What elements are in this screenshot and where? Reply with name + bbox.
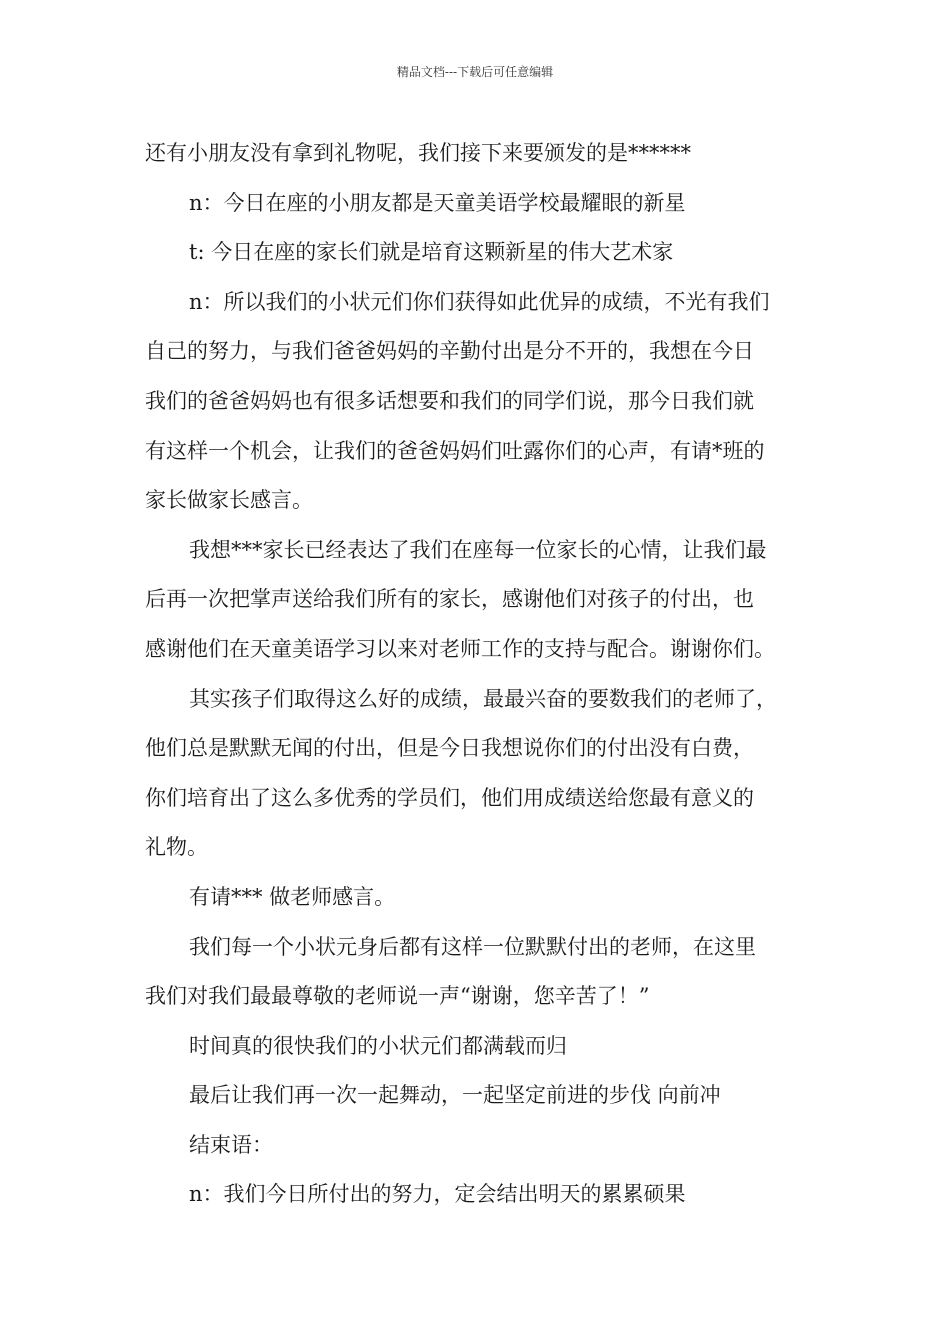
paragraph-line: 自己的努力，与我们爸爸妈妈的辛勤付出是分不开的，我想在今日 (145, 339, 754, 364)
paragraph-line: 有请*** 做老师感言。 (189, 884, 396, 909)
paragraph-line: 我们每一个小状元身后都有这样一位默默付出的老师，在这里 (189, 934, 756, 959)
paragraph-line: 结束语： (189, 1132, 273, 1157)
paragraph-line: t: 今日在座的家长们就是培育这颗新星的伟大艺术家 (189, 240, 674, 265)
paragraph-line: 我们的爸爸妈妈也有很多话想要和我们的同学们说，那今日我们就 (145, 388, 754, 413)
paragraph-line: 他们总是默默无闻的付出，但是今日我想说你们的付出没有白费， (145, 736, 754, 761)
paragraph-line: 最后让我们再一次一起舞动，一起坚定前进的步伐 向前冲 (189, 1083, 721, 1108)
paragraph-line: 礼物。 (145, 835, 208, 860)
page-header: 精品文档---下载后可任意编辑 (396, 65, 554, 79)
paragraph-line: 我想***家长已经表达了我们在座每一位家长的心情，让我们最 (189, 537, 767, 562)
paragraph-line: 有这样一个机会，让我们的爸爸妈妈们吐露你们的心声，有请*班的 (145, 438, 765, 463)
paragraph-line: 其实孩子们取得这么好的成绩，最最兴奋的要数我们的老师了， (189, 686, 777, 711)
paragraph-line: 你们培育出了这么多优秀的学员们，他们用成绩送给您最有意义的 (145, 785, 754, 810)
paragraph-line: 我们对我们最最尊敬的老师说一声“谢谢，您辛苦了！” (145, 984, 650, 1009)
paragraph-line: 感谢他们在天童美语学习以来对老师工作的支持与配合。谢谢你们。 (145, 636, 775, 661)
paragraph-line: n：我们今日所付出的努力，定会结出明天的累累硕果 (189, 1182, 686, 1207)
paragraph-line: 还有小朋友没有拿到礼物呢，我们接下来要颁发的是****** (145, 141, 691, 165)
document-body (145, 129, 825, 1220)
paragraph-line: 家长做家长感言。 (145, 488, 313, 513)
paragraph-line: n：所以我们的小状元们你们获得如此优异的成绩，不光有我们 (189, 289, 770, 314)
paragraph-line: n：今日在座的小朋友都是天童美语学校最耀眼的新星 (189, 190, 686, 215)
paragraph-line: 后再一次把掌声送给我们所有的家长，感谢他们对孩子的付出，也 (145, 587, 754, 612)
paragraph-line: 时间真的很快我们的小状元们都满载而归 (189, 1033, 567, 1058)
